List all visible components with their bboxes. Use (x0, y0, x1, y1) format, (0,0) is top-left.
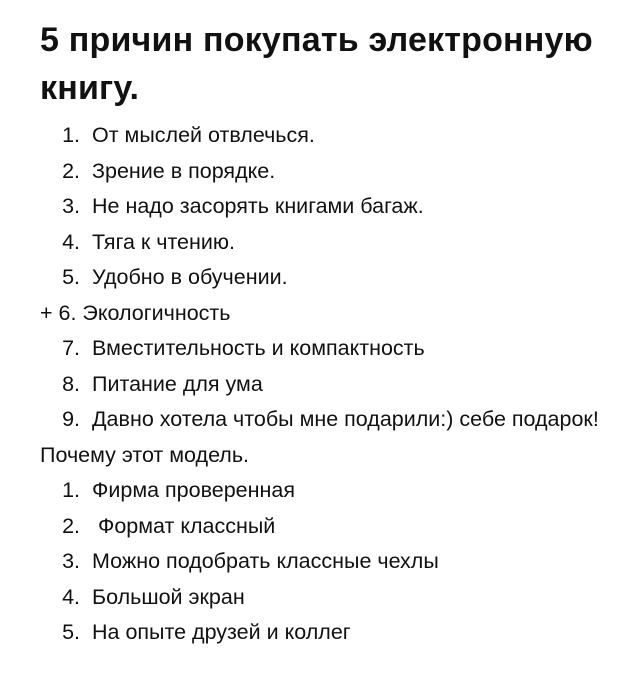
list-item (40, 473, 600, 509)
list-number: 7. (62, 336, 80, 360)
list-item-text: Не надо засорять книгами багаж. (92, 194, 424, 218)
list-item (40, 189, 600, 225)
list-item-text: Зрение в порядке. (92, 158, 276, 183)
list-item (40, 260, 600, 296)
list-item (40, 154, 600, 190)
list-number: 2. (62, 513, 80, 538)
list-item (40, 118, 600, 154)
list-number: 3. (62, 549, 80, 573)
list-number: 1. (62, 123, 80, 147)
list-number: 4. (62, 584, 80, 609)
list-item-text: Формат классный (92, 513, 276, 538)
list-item (40, 509, 600, 545)
list-item-text: Можно подобрать классные чехлы (92, 549, 439, 573)
list-number: 9. (62, 407, 80, 431)
list-item-text: От мыслей отвлечься. (92, 123, 315, 147)
list-number: 3. (62, 194, 80, 218)
list-item-text: Давно хотела чтобы мне подарили:) себе подарок! (92, 407, 599, 431)
list-item-text: На опыте друзей и коллег (92, 620, 351, 644)
more-reasons-list (40, 331, 600, 438)
note-title: 5 причин покупать электронную книгу. (40, 21, 593, 107)
list-item (40, 580, 600, 616)
list-item (40, 402, 600, 438)
list-number: 8. (62, 371, 80, 396)
list-item-text: Тяга к чтению. (92, 229, 235, 254)
list-number: 4. (62, 229, 80, 254)
list-item (40, 367, 600, 403)
list-item (40, 331, 600, 367)
list-number: 2. (62, 158, 80, 183)
list-item-text: Удобно в обучении. (92, 265, 288, 289)
list-item-text: Питание для ума (92, 371, 263, 396)
list-number: 1. (62, 478, 80, 502)
list-number: 5. (62, 620, 80, 644)
list-item (40, 225, 600, 261)
list-item-text: Фирма проверенная (92, 478, 295, 502)
why-reasons-list (40, 473, 600, 651)
list-item-text: Вместительность и компактность (92, 336, 425, 360)
extra-line: + 6. Экологичность (40, 300, 231, 325)
why-heading: Почему этот модель. (40, 442, 250, 467)
list-item-text: Большой экран (92, 584, 245, 609)
list-number: 5. (62, 265, 80, 289)
list-item (40, 615, 600, 651)
note-body (40, 16, 600, 651)
reasons-list (40, 118, 600, 296)
list-item (40, 544, 600, 580)
